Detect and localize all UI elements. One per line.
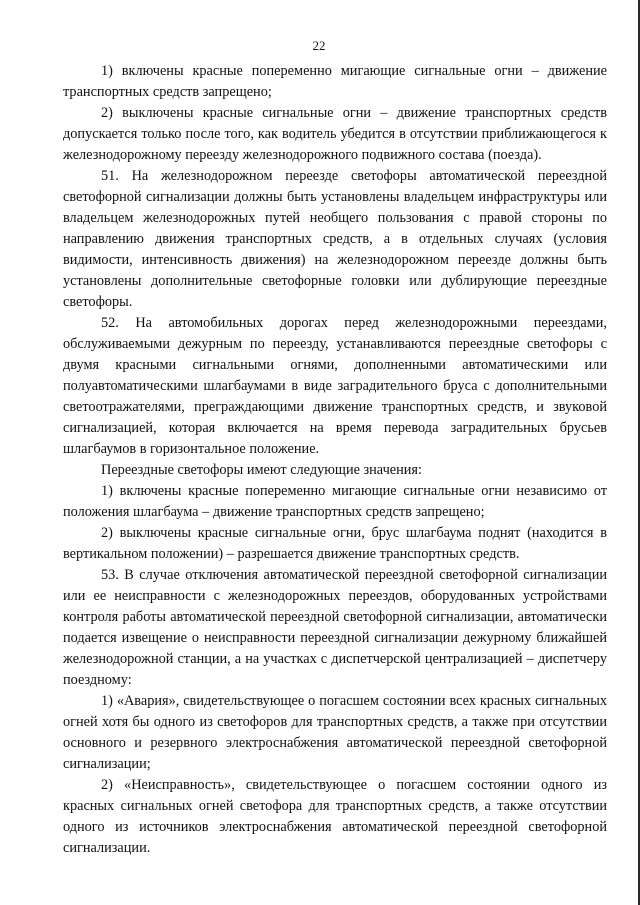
page-number: 22 [312,38,326,53]
paragraph-item-2: 2) выключены красные сигнальные огни – движение транспортных средств допускается только после того, как водитель убедится в отсутствии приближающегося к железнодорожному переезду железнодорожного подвижного состава (поезда). [63,105,607,163]
paragraph-clause-51: 51. На железнодорожном переезде светофоры автоматической переездной светофорной сигнализации должны быть установлены владельцем инфраструктуры или владельцем железнодорожных путей необщего пользования с правой стороны по направлению движения транспортных средств, а в отдельных случаях (условия видимости, интенсивность движения) на железнодорожном переезде должны быть установлены дополнительные светофорные головки или дублирующие переездные светофоры. [63,168,607,310]
paragraph-clause-53: 53. В случае отключения автоматической переездной светофорной сигнализации или ее неисправности с железнодорожных переездов, оборудованных устройствами контроля работы автоматической переездной светофорной сигнализации, автоматически подается извещение о неисправности переездной сигнализации дежурному ближайшей железнодорожной станции, а на участках с диспетчерской централизацией – диспетчеру поездному: [63,567,607,688]
paragraph-item-1: 1) включены красные попеременно мигающие сигнальные огни – движение транспортных средств запрещено; [63,63,607,100]
paragraph-alarm-item: 1) «Авария», свидетельствующее о погасшем состоянии всех красных сигнальных огней хотя бы одного из светофоров для транспортных средств, а также при отсутствии основного и резервного электроснабжения автоматической переездной светофорной сигнализации; [63,693,607,772]
document-body [63,61,607,859]
paragraph-clause-52: 52. На автомобильных дорогах перед железнодорожными переездами, обслуживаемыми дежурным по переезду, устанавливаются переездные светофоры с двумя красными сигнальными огнями, дополненными автоматическими или полуавтоматическими шлагбаумами в виде заградительного бруса с дополнительными светоотражателями, преграждающими движение транспортных средств, и звуковой сигнализацией, которая включается на время перевода заградительных брусьев шлагбаумов в горизонтальное положение. [63,315,607,457]
paragraph-signal-item-2: 2) выключены красные сигнальные огни, брус шлагбаума поднят (находится в вертикальном положении) – разрешается движение транспортных средств. [63,525,607,562]
paragraph-signal-item-1: 1) включены красные попеременно мигающие сигнальные огни независимо от положения шлагбаума – движение транспортных средств запрещено; [63,483,607,520]
paragraph-signal-meanings-intro: Переездные светофоры имеют следующие значения: [101,462,422,478]
paragraph-fault-item: 2) «Неисправность», свидетельствующее о погасшем состоянии одного из красных сигнальных огней светофора для транспортных средств, а также отсутствии одного из источников электроснабжения автоматической переездной светофорной сигнализации. [63,777,607,856]
